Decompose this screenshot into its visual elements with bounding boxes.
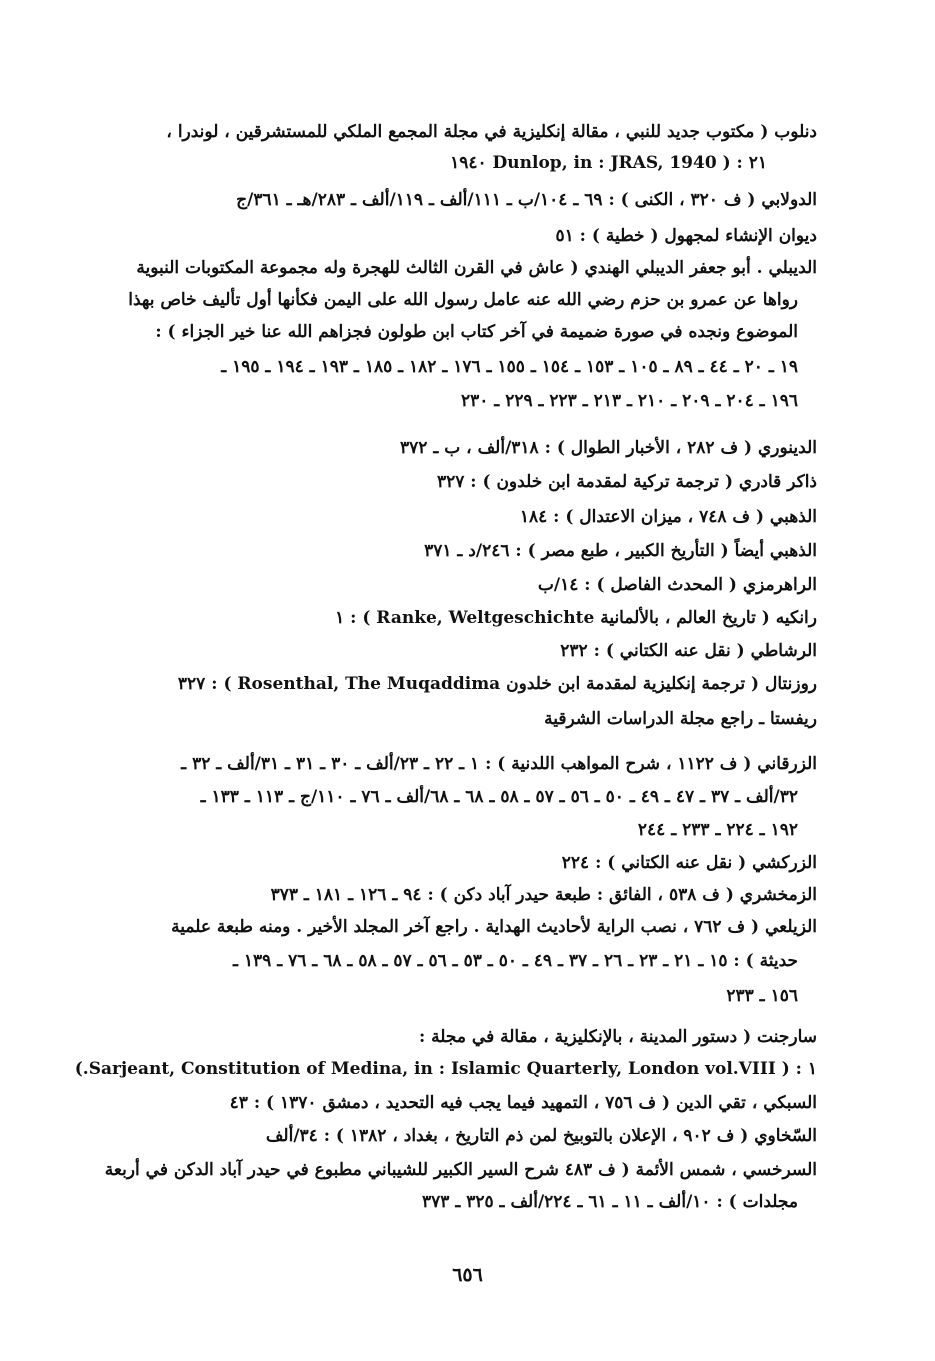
entry-sakhawi: السّخاوي ( ف ٩٠٢ ، الإعلان بالتوبيخ لمن ذم التاريخ ، بغداد ، ١٣٨٢ ) : ٣٤/ألف [265, 1126, 817, 1146]
entry-dhahabi: الذهبي ( ف ٧٤٨ ، ميزان الاعتدال ) : ١٨٤ [519, 507, 817, 527]
entry-daybuli-pages2: ١٩٦ ـ ٢٠٤ ـ ٢٠٩ ـ ٢١٠ ـ ٢١٣ ـ ٢٢٣ ـ ٢٢٩ ـ ٢٣٠ [460, 391, 798, 411]
entry-zurqani: الزرقاني ( ف ١١٢٢ ، شرح المواهب اللدنية ) : ١ ـ ٢٢ ـ ٢٣/ألف ـ ٣٠ ـ ٣١ ـ ٣١/ألف ـ ٣٢ ـ [181, 754, 817, 774]
entry-rivista: ريفستا ـ راجع مجلة الدراسات الشرقية [544, 709, 817, 729]
entry-zaylai-pages1: حديثة ) : ١٥ ـ ٢١ ـ ٢٣ ـ ٢٦ ـ ٣٧ ـ ٤٩ ـ ٥٠ ـ ٥٣ ـ ٥٦ ـ ٥٧ ـ ٥٨ ـ ٦٨ ـ ٧٦ ـ ١٣٩ ـ [232, 951, 798, 971]
entry-dinawari: الدينوري ( ف ٢٨٢ ، الأخبار الطوال ) : ٣١٨/ألف ، ب ـ ٣٧٢ [400, 438, 817, 458]
entry-daybuli-cont2: الموضوع ونجده في صورة ضميمة في آخر كتاب ابن طولون فجزاهم الله عنا خير الجزاء ) : [155, 322, 798, 342]
entry-subki: السبكي ، تقي الدين ( ف ٧٥٦ ، التمهيد فيما يجب فيه التحديد ، دمشق ١٣٧٠ ) : ٤٣ [229, 1093, 817, 1113]
entry-sarjeant: سارجنت ( دستور المدينة ، بالإنكليزية ، مقالة في مجلة : [418, 1027, 817, 1047]
entry-zurqani-pages1: ٣٢/ألف ـ ٣٧ ـ ٤٧ ـ ٤٩ ـ ٥٠ ـ ٥٦ ـ ٥٧ ـ ٥٨ ـ ٦٨ ـ ٦٨/ألف ـ ٧٦ ـ ١١٠/ج ـ ١١٣ ـ ١٣٣ ـ [200, 787, 798, 807]
entry-zamakhshari: الزمخشري ( ف ٥٣٨ ، الفائق : طبعة حيدر آباد دكن ) : ٩٤ ـ ١٢٦ ـ ١٨١ ـ ٣٧٣ [270, 885, 817, 905]
entry-zakir: ذاكر قادري ( ترجمة تركية لمقدمة ابن خلدون ) : ٣٢٧ [436, 472, 817, 492]
entry-zurqani-pages2: ١٩٢ ـ ٢٢٤ ـ ٢٣٣ ـ ٢٤٤ [637, 820, 798, 840]
entry-diwan: ديوان الإنشاء لمجهول ( خطية ) : ٥١ [555, 226, 817, 246]
entry-zaylai: الزيلعي ( ف ٧٦٢ ، نصب الراية لأحاديث الهداية . راجع آخر المجلد الأخير . ومنه طبعة علمية [171, 917, 817, 937]
entry-dunlop-ref [167, 148, 767, 178]
entry-daybuli: الديبلي . أبو جعفر الديبلي الهندي ( عاش في القرن الثالث للهجرة وله مجموعة المكتوبات النبوية [136, 258, 817, 278]
entry-daybuli-pages1: ١٩ ـ ٢٠ ـ ٤٤ ـ ٨٩ ـ ١٠٥ ـ ١٥٣ ـ ١٥٤ ـ ١٥٥ ـ ١٧٦ ـ ١٨٢ ـ ١٨٥ ـ ١٩٣ ـ ١٩٤ ـ ١٩٥ ـ [221, 357, 798, 377]
entry-dulabi: الدولابي ( ف ٣٢٠ ، الكنى ) : ٦٩ ـ ١٠٤/ب ـ ١١١/ألف ـ ١١٩/ألف ـ ٢٨٣/هـ ـ ٣٦١/ج [236, 190, 817, 210]
entry-daybuli-cont1: رواها عن عمرو بن حزم رضي الله عنه عامل رسول الله على اليمن فكأنها أول تأليف خاص بهذا [128, 290, 798, 310]
entry-rushati: الرشاطي ( نقل عنه الكتاني ) : ٢٣٢ [560, 641, 817, 661]
entry-dunlop-ref-text: ٢١ : ( Dunlop, in : JRAS, 1940 ١٩٤٠ [450, 153, 767, 173]
entry-sarakhsi-pages: مجلدات ) : ١٠/ألف ـ ١١ ـ ٦١ ـ ٢٢٤/ألف ـ ٣٢٥ ـ ٣٧٣ [422, 1192, 798, 1212]
entry-zaylai-pages2: ١٥٦ ـ ٢٣٣ [726, 986, 798, 1006]
entry-zarkashi: الزركشي ( نقل عنه الكتاني ) : ٢٢٤ [561, 853, 817, 873]
entry-ranke: رانكيه ( تاريخ العالم ، بالألمانية Ranke, Weltgeschichte ) : ١ [335, 608, 817, 628]
entry-rosenthal: روزنتال ( ترجمة إنكليزية لمقدمة ابن خلدون Rosenthal, The Muqaddima ) : ٣٢٧ [177, 674, 817, 694]
entry-ramahurmuzi: الراهرمزي ( المحدث الفاصل ) : ١٤/ب [537, 575, 817, 595]
entry-dunlop: دنلوب ( مكتوب جديد للنبي ، مقالة إنكليزية في مجلة المجمع الملكي للمستشرقين ، لوندرا ، [166, 122, 817, 142]
entry-sarjeant-ref: ١ : ( Sarjeant, Constitution of Medina, in : Islamic Quarterly, London vol.VIII.) [74, 1059, 817, 1079]
entry-sarakhsi: السرخسي ، شمس الأئمة ( ف ٤٨٣ شرح السير الكبير للشيباني مطبوع في حيدر آباد الدكن في أربعة [104, 1160, 817, 1180]
page-number: ٦٥٦ [452, 1264, 483, 1286]
entry-dhahabi-2: الذهبي أيضاً ( التأريخ الكبير ، طبع مصر ) : ٢٤٦/د ـ ٣٧١ [424, 541, 817, 561]
